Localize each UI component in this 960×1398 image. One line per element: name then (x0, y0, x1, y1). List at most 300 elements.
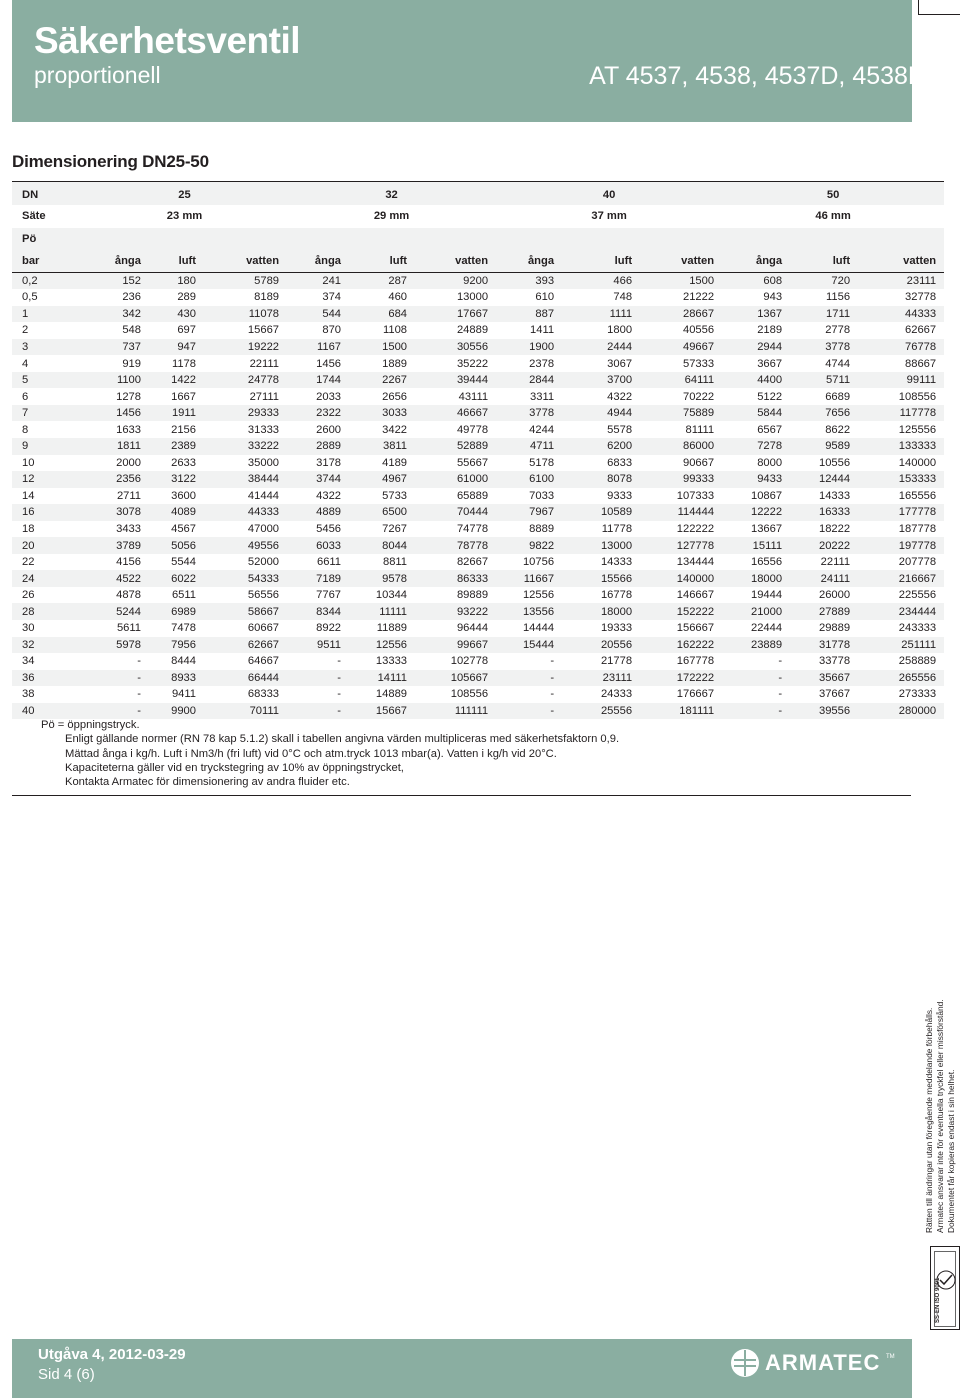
po-label: Pö (22, 233, 37, 245)
capacity-cell: 8922 (316, 622, 342, 635)
capacity-cell: 11889 (376, 622, 408, 635)
sate-25: 23 mm (166, 210, 203, 222)
capacity-cell: 8622 (825, 423, 851, 436)
capacity-cell: 2778 (825, 324, 851, 337)
capacity-cell: 2633 (171, 456, 196, 469)
capacity-cell: 25556 (600, 704, 633, 717)
capacity-cell: 125556 (898, 423, 937, 436)
dn-label: DN (12, 182, 82, 205)
capacity-cell: 16333 (818, 506, 851, 519)
pressure-cell: 32 (22, 638, 35, 651)
capacity-cell: 3778 (825, 340, 851, 353)
capacity-cell: 66444 (247, 671, 280, 684)
capacity-cell: 3778 (529, 407, 555, 420)
table-row (12, 637, 944, 654)
capacity-cell: 2389 (171, 440, 196, 453)
capacity-cell: 86333 (456, 572, 489, 585)
capacity-cell: 374 (322, 291, 342, 304)
medium-header: vatten (640, 251, 722, 273)
capacity-cell: 52000 (247, 556, 280, 569)
capacity-cell: 49556 (247, 539, 280, 552)
table-row (12, 421, 944, 438)
capacity-cell: 31333 (247, 423, 280, 436)
capacity-cell: 7478 (171, 622, 196, 635)
capacity-cell: 466 (613, 275, 633, 288)
capacity-cell: 2033 (316, 390, 342, 403)
capacity-cell: 4744 (825, 357, 851, 370)
capacity-cell: 58667 (247, 605, 280, 618)
capacity-cell: 7956 (171, 638, 196, 651)
capacity-cell: 3744 (316, 473, 342, 486)
capacity-cell: 2322 (316, 407, 342, 420)
capacity-cell: 234444 (898, 605, 937, 618)
capacity-cell: 24778 (247, 374, 280, 387)
capacity-cell: 10756 (522, 556, 555, 569)
capacity-cell: 4089 (171, 506, 196, 519)
capacity-cell: 3311 (530, 390, 555, 403)
capacity-cell: 156667 (676, 622, 715, 635)
table-row (12, 355, 944, 372)
table-row (12, 339, 944, 356)
capacity-cell: 1500 (689, 275, 715, 288)
capacity-cell: 93222 (456, 605, 489, 618)
capacity-cell: 19444 (750, 589, 783, 602)
capacity-cell: 27111 (249, 390, 280, 403)
capacity-cell: 54333 (247, 572, 280, 585)
capacity-cell: 1111 (609, 307, 633, 320)
capacity-cell: 78778 (456, 539, 489, 552)
capacity-cell: 24889 (456, 324, 489, 337)
table-row (12, 273, 944, 290)
pressure-cell: 38 (22, 688, 35, 701)
pressure-cell: 10 (22, 456, 35, 469)
capacity-cell: 47000 (247, 522, 280, 535)
edition-label: Utgåva 4, 2012-03-29 (38, 1346, 186, 1363)
capacity-cell: 108556 (898, 390, 937, 403)
pressure-cell: 0,5 (22, 291, 38, 304)
capacity-cell: 9411 (171, 688, 196, 701)
capacity-cell: - (778, 655, 783, 668)
capacity-cell: 41444 (247, 489, 280, 502)
pressure-cell: 2 (22, 324, 29, 337)
capacity-cell: 111111 (454, 704, 489, 717)
capacity-cell: 8000 (757, 456, 783, 469)
capacity-cell: 14333 (600, 556, 633, 569)
capacity-cell: 6511 (171, 589, 196, 602)
pressure-cell: 7 (22, 407, 29, 420)
pressure-cell: 14 (22, 489, 35, 502)
capacity-cell: 1456 (316, 357, 342, 370)
table-row (12, 372, 944, 389)
capacity-cell: 1900 (529, 340, 555, 353)
crop-mark (918, 14, 960, 15)
capacity-cell: - (337, 671, 342, 684)
capacity-cell: 1367 (757, 307, 783, 320)
table-row (12, 554, 944, 571)
capacity-cell: 3422 (382, 423, 408, 436)
capacity-cell: 2944 (757, 340, 783, 353)
capacity-cell: 70444 (456, 506, 489, 519)
capacity-cell: 1108 (382, 324, 408, 337)
capacity-cell: 114444 (677, 506, 715, 519)
capacity-cell: 870 (322, 324, 342, 337)
capacity-cell: - (137, 704, 141, 717)
capacity-cell: 82667 (456, 556, 489, 569)
capacity-cell: 13556 (522, 605, 555, 618)
capacity-cell: 177778 (898, 506, 937, 519)
capacity-cell: 1456 (116, 407, 141, 420)
capacity-cell: 8933 (171, 671, 196, 684)
capacity-cell: 1167 (316, 340, 342, 353)
capacity-cell: 7278 (757, 440, 783, 453)
capacity-cell: 6989 (171, 605, 196, 618)
capacity-cell: 117778 (899, 407, 937, 420)
capacity-cell: 273333 (898, 688, 937, 701)
capacity-cell: 2844 (529, 374, 555, 387)
capacity-cell: 1422 (171, 374, 196, 387)
capacity-cell: 12556 (522, 589, 555, 602)
pressure-cell: 12 (22, 473, 35, 486)
capacity-cell: 2000 (116, 456, 141, 469)
capacity-cell: 11667 (523, 572, 555, 585)
capacity-cell: 3122 (171, 473, 196, 486)
capacity-cell: 1889 (382, 357, 408, 370)
capacity-cell: 6567 (757, 423, 783, 436)
capacity-cell: 4322 (316, 489, 342, 502)
capacity-cell: 1411 (530, 324, 555, 337)
medium-header: luft (790, 251, 858, 273)
capacity-cell: 23111 (602, 671, 633, 684)
table-row (12, 322, 944, 339)
capacity-cell: 22111 (249, 357, 280, 370)
capacity-cell: 21000 (750, 605, 783, 618)
model-numbers: AT 4537, 4538, 4537D, 4538D (589, 62, 926, 90)
capacity-cell: 720 (831, 275, 851, 288)
sate-label: Säte (22, 210, 46, 222)
capacity-cell: 107333 (676, 489, 715, 502)
pressure-cell: 4 (22, 357, 29, 370)
capacity-cell: 6500 (382, 506, 408, 519)
capacity-cell: 43111 (458, 390, 489, 403)
capacity-cell: 162222 (676, 638, 715, 651)
medium-header: luft (149, 251, 204, 273)
capacity-cell: 14333 (818, 489, 851, 502)
capacity-cell: 14444 (522, 622, 555, 635)
capacity-cell: 24333 (600, 688, 633, 701)
pressure-cell: 0,2 (22, 275, 38, 288)
capacity-cell: 216667 (898, 572, 937, 585)
page-number: Sid 4 (6) (38, 1366, 95, 1383)
capacity-cell: 1811 (116, 440, 141, 453)
capacity-cell: 3178 (316, 456, 342, 469)
note-line: Pö = öppningstryck. (41, 719, 140, 731)
capacity-cell: 8811 (382, 556, 408, 569)
capacity-cell: 133333 (898, 440, 937, 453)
pressure-cell: 5 (22, 374, 29, 387)
capacity-cell: 280000 (898, 704, 937, 717)
capacity-cell: 460 (388, 291, 408, 304)
notes (12, 718, 911, 796)
capacity-cell: 12222 (750, 506, 783, 519)
capacity-cell: 9511 (316, 638, 342, 651)
capacity-cell: 11778 (601, 522, 633, 535)
capacity-cell: 33222 (247, 440, 280, 453)
capacity-cell: 737 (122, 340, 141, 353)
capacity-cell: 64111 (684, 374, 715, 387)
capacity-cell: 5711 (826, 374, 851, 387)
capacity-cell: 81111 (685, 423, 715, 436)
table-row (12, 603, 944, 620)
capacity-cell: 21778 (600, 655, 633, 668)
capacity-cell: 748 (613, 291, 633, 304)
pressure-cell: 8 (22, 423, 29, 436)
note-line: Enligt gällande normer (RN 78 kap 5.1.2) skall i tabellen angivna värden multipliceras med säkerhetsfaktorn 0,9. (65, 733, 620, 746)
capacity-cell: 1633 (116, 423, 141, 436)
capacity-cell: 5789 (254, 275, 280, 288)
capacity-cell: 44333 (905, 307, 937, 320)
certification-badge (930, 1246, 960, 1330)
capacity-cell: 10589 (600, 506, 633, 519)
dn-25: 25 (82, 182, 287, 205)
capacity-cell: 8044 (382, 539, 408, 552)
capacity-cell: 548 (122, 324, 141, 337)
capacity-cell: 3433 (116, 522, 141, 535)
dn-40: 40 (496, 182, 722, 205)
capacity-cell: 2889 (316, 440, 342, 453)
capacity-cell: - (550, 704, 555, 717)
medium-header: luft (562, 251, 640, 273)
capacity-cell: 127778 (676, 539, 715, 552)
capacity-cell: 19222 (247, 340, 280, 353)
capacity-cell: 608 (763, 275, 783, 288)
capacity-cell: 16778 (600, 589, 633, 602)
capacity-cell: 180 (177, 275, 196, 288)
capacity-cell: 2711 (116, 489, 141, 502)
capacity-cell: 28667 (682, 307, 715, 320)
capacity-cell: 251111 (901, 638, 937, 651)
capacity-cell: - (778, 671, 783, 684)
capacity-cell: 1744 (316, 374, 342, 387)
capacity-cell: 6611 (316, 556, 342, 569)
capacity-cell: 27889 (818, 605, 851, 618)
capacity-cell: 20222 (818, 539, 851, 552)
capacity-cell: 5244 (116, 605, 141, 618)
capacity-cell: 68333 (247, 688, 280, 701)
capacity-cell: 12444 (818, 473, 851, 486)
disclaimer-line: Armatec ansvarar inte för eventuella tryckfel eller missförstånd. (935, 999, 945, 1233)
capacity-cell: 65889 (456, 489, 489, 502)
capacity-cell: 15667 (375, 704, 408, 717)
capacity-cell: 265556 (898, 671, 937, 684)
capacity-cell: 544 (322, 307, 342, 320)
capacity-cell: 4189 (382, 456, 408, 469)
capacity-cell: 4878 (116, 589, 141, 602)
capacity-cell: 12556 (375, 638, 408, 651)
capacity-cell: - (550, 655, 555, 668)
sate-50: 46 mm (815, 210, 851, 222)
capacity-cell: 99333 (682, 473, 715, 486)
capacity-cell: 8444 (171, 655, 196, 668)
capacity-cell: 14889 (375, 688, 408, 701)
pressure-cell: 3 (22, 340, 29, 353)
capacity-cell: 1500 (382, 340, 408, 353)
table-row (12, 587, 944, 604)
capacity-cell: 23111 (906, 275, 937, 288)
capacity-cell: 9433 (757, 473, 783, 486)
certification-label: SS-EN ISO 9001 (935, 1277, 941, 1323)
medium-header: ånga (496, 251, 562, 273)
po-row (12, 228, 944, 251)
capacity-cell: 9900 (171, 704, 196, 717)
table-body (12, 273, 944, 720)
capacity-cell: 2267 (382, 374, 408, 387)
crop-mark (918, 0, 919, 14)
capacity-cell: 29333 (247, 407, 280, 420)
capacity-cell: 7656 (825, 407, 851, 420)
capacity-cell: 70222 (682, 390, 715, 403)
capacity-cell: 2378 (529, 357, 555, 370)
capacity-cell: 56556 (247, 589, 280, 602)
capacity-cell: 99667 (456, 638, 489, 651)
capacity-cell: 1100 (116, 374, 141, 387)
capacity-cell: 225556 (898, 589, 937, 602)
capacity-cell: 4567 (171, 522, 196, 535)
capacity-cell: 4244 (529, 423, 555, 436)
capacity-cell: 5178 (529, 456, 555, 469)
capacity-cell: 5844 (757, 407, 783, 420)
sate-32: 29 mm (373, 210, 410, 222)
table-row (12, 405, 944, 422)
capacity-cell: 697 (177, 324, 196, 337)
capacity-cell: - (337, 688, 342, 701)
capacity-cell: 2156 (171, 423, 196, 436)
capacity-cell: 74778 (456, 522, 489, 535)
capacity-cell: 5578 (607, 423, 633, 436)
capacity-cell: 9333 (607, 489, 633, 502)
capacity-cell: 6100 (529, 473, 555, 486)
capacity-cell: 140000 (676, 572, 715, 585)
capacity-cell: 33778 (818, 655, 851, 668)
capacity-cell: 9200 (463, 275, 489, 288)
capacity-cell: 29889 (818, 622, 851, 635)
capacity-cell: 23889 (750, 638, 783, 651)
capacity-cell: 75889 (682, 407, 715, 420)
note-line: Kapaciteterna gäller vid en tryckstegring av 10% av öppningstrycket, (65, 761, 404, 774)
capacity-cell: 7767 (316, 589, 342, 602)
capacity-cell: 5544 (171, 556, 196, 569)
capacity-cell: 146667 (676, 589, 715, 602)
disclaimer (922, 999, 960, 1235)
disclaimer-line: Rätten till ändringar utan föregående meddelande förbehålls. (924, 1007, 934, 1233)
capacity-cell: 3700 (607, 374, 633, 387)
capacity-cell: 21222 (682, 291, 715, 304)
dn-row (12, 182, 944, 205)
capacity-cell: 39444 (456, 374, 489, 387)
table-row (12, 388, 944, 405)
capacity-cell: 8889 (529, 522, 555, 535)
capacity-cell: 39556 (818, 704, 851, 717)
capacity-cell: 165556 (898, 489, 937, 502)
capacity-cell: 4711 (530, 440, 555, 453)
capacity-cell: - (137, 655, 141, 668)
pressure-cell: 26 (22, 589, 35, 602)
capacity-cell: 14111 (377, 671, 408, 684)
trademark-mark: TM (886, 1354, 895, 1360)
capacity-cell: 13667 (750, 522, 783, 535)
capacity-cell: - (337, 655, 342, 668)
medium-header: vatten (204, 251, 287, 273)
capacity-cell: 5978 (116, 638, 141, 651)
note-line: Kontakta Armatec för dimensionering av andra fluider etc. (65, 776, 350, 789)
medium-header: ånga (287, 251, 349, 273)
capacity-cell: - (550, 688, 555, 701)
capacity-cell: - (778, 688, 783, 701)
capacity-cell: 7267 (382, 522, 408, 535)
capacity-cell: 60667 (247, 622, 280, 635)
capacity-cell: 3789 (116, 539, 141, 552)
capacity-cell: 167778 (676, 655, 715, 668)
capacity-cell: 52889 (456, 440, 489, 453)
capacity-cell: 1156 (826, 291, 851, 304)
table-row (12, 620, 944, 637)
capacity-cell: 26000 (818, 589, 851, 602)
capacity-cell: 187778 (898, 522, 937, 535)
capacity-cell: 19333 (600, 622, 633, 635)
capacity-cell: 10344 (375, 589, 408, 602)
capacity-cell: 86000 (682, 440, 715, 453)
section-title: Dimensionering DN25-50 (12, 152, 209, 171)
pressure-cell: 34 (22, 655, 35, 668)
table-row (12, 703, 944, 720)
capacity-cell: 152 (122, 275, 141, 288)
capacity-cell: 8344 (316, 605, 342, 618)
capacity-cell: 11078 (248, 307, 280, 320)
capacity-cell: 258889 (898, 655, 937, 668)
capacity-cell: 393 (535, 275, 555, 288)
table-row (12, 653, 944, 670)
medium-header: ånga (82, 251, 149, 273)
capacity-cell: 1667 (171, 390, 196, 403)
capacity-cell: 1800 (607, 324, 633, 337)
capacity-cell: 15444 (522, 638, 555, 651)
capacity-cell: 55667 (456, 456, 489, 469)
capacity-cell: 61000 (456, 473, 489, 486)
pressure-cell: 20 (22, 539, 35, 552)
medium-header: luft (349, 251, 415, 273)
capacity-cell: 4400 (757, 374, 783, 387)
capacity-cell: 5056 (171, 539, 196, 552)
capacity-cell: 18222 (818, 522, 851, 535)
capacity-cell: 2356 (116, 473, 141, 486)
table-row (12, 306, 944, 323)
capacity-cell: 122222 (676, 522, 715, 535)
capacity-cell: 1911 (171, 407, 196, 420)
capacity-cell: 90667 (682, 456, 715, 469)
capacity-cell: 10556 (818, 456, 851, 469)
pressure-cell: 9 (22, 440, 29, 453)
capacity-cell: 943 (763, 291, 783, 304)
capacity-cell: 6022 (171, 572, 196, 585)
capacity-cell: - (550, 671, 555, 684)
dn-50: 50 (722, 182, 944, 205)
capacity-cell: 37667 (818, 688, 851, 701)
pressure-cell: 6 (22, 390, 29, 403)
capacity-cell: 9578 (382, 572, 408, 585)
capacity-cell: 15566 (600, 572, 633, 585)
capacity-cell: 8189 (254, 291, 280, 304)
capacity-cell: 31778 (818, 638, 851, 651)
capacity-cell: 10867 (750, 489, 783, 502)
